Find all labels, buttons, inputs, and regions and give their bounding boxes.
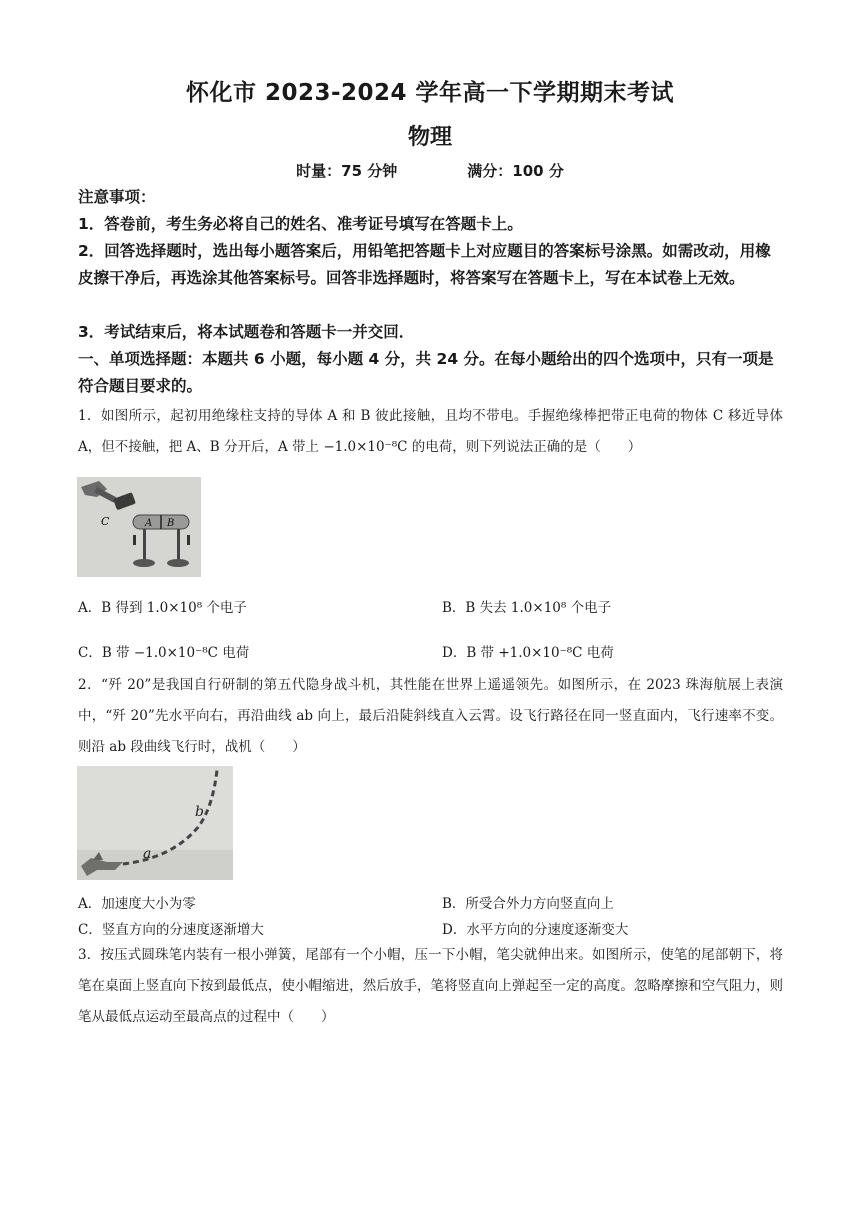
- exam-time: 时量：75 分钟: [296, 162, 398, 180]
- q2-option-d[interactable]: D．水平方向的分速度逐渐变大: [442, 922, 629, 938]
- notes-heading: 注意事项：: [78, 188, 156, 206]
- q1-option-a[interactable]: A．B 得到 1.0×10⁸ 个电子: [78, 600, 247, 616]
- q2-option-b[interactable]: B．所受合外力方向竖直向上: [442, 896, 614, 912]
- exam-meta: [0, 160, 860, 181]
- label-b: b: [195, 804, 204, 820]
- label-a: a: [143, 846, 152, 862]
- section-1-heading: 一、单项选择题：本题共 6 小题，每小题 4 分，共 24 分。在每小题给出的四个选项中，只有一项是符合题目要求的。: [78, 350, 774, 395]
- q2-option-c[interactable]: C．竖直方向的分速度逐渐增大: [78, 922, 264, 938]
- notes-item-2: 2．回答选择题时，选出每小题答案后，用铅笔把答题卡上对应题目的答案标号涂黑。如需改动，用橡皮擦干净后，再选涂其他答案标号。回答非选择题时，将答案写在答题卡上，写在本试卷上无效。: [78, 242, 771, 287]
- label-b: B: [167, 518, 175, 529]
- q1-option-b[interactable]: B．B 失去 1.0×10⁸ 个电子: [442, 600, 612, 616]
- notes-item-3: 3．考试结束后，将本试题卷和答题卡一并交回．: [78, 323, 415, 341]
- exam-subject: 物理: [407, 125, 452, 150]
- question-2-figure: [77, 766, 233, 880]
- exam-title: 怀化市 2023-2024 学年高一下学期期末考试: [185, 80, 675, 106]
- question-1-figure: [77, 477, 201, 577]
- q2-option-a[interactable]: A．加速度大小为零: [78, 896, 196, 912]
- conductor-apparatus-image: [77, 477, 201, 577]
- question-2-text: 2．“歼 20”是我国自行研制的第五代隐身战斗机，其性能在世界上遥遥领先。如图所示，在 2023 珠海航展上表演中，“歼 20”先水平向右，再沿曲线 ab 向上，最后沿陡斜线直入云霄。设飞行路径在同一竖直面内，飞行速率不变。则沿 ab 段曲线飞行时，战机（ ）: [78, 677, 783, 755]
- exam-score: 满分：100 分: [467, 162, 564, 180]
- label-a: A: [145, 518, 153, 529]
- fighter-jet-trajectory-image: [77, 766, 233, 880]
- label-c: C: [101, 515, 110, 528]
- notes-item-1: 1．答卷前，考生务必将自己的姓名、准考证号填写在答题卡上。: [78, 215, 523, 233]
- q1-option-c[interactable]: C．B 带 −1.0×10⁻⁸C 电荷: [78, 645, 250, 661]
- question-1-text: 1．如图所示，起初用绝缘柱支持的导体 A 和 B 彼此接触，且均不带电。手握绝缘棒把带正电荷的物体 C 移近导体 A，但不接触，把 A、B 分开后，A 带上 −1.0×10⁻⁸C 的电荷，则下列说法正确的是（ ）: [78, 408, 783, 455]
- question-3-text: 3．按压式圆珠笔内装有一根小弹簧，尾部有一个小帽，压一下小帽，笔尖就伸出来。如图所示，使笔的尾部朝下，将笔在桌面上竖直向下按到最低点，使小帽缩进，然后放手，笔将竖直向上弹起至一定的高度。忽略摩擦和空气阻力，则笔从最低点运动至最高点的过程中（ ）: [78, 947, 783, 1025]
- q1-option-d[interactable]: D．B 带 +1.0×10⁻⁸C 电荷: [442, 645, 614, 661]
